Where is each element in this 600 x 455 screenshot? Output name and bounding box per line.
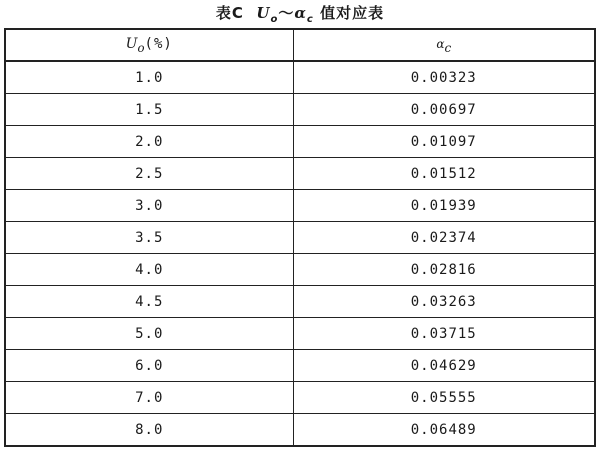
table-row bbox=[5, 190, 595, 222]
uo-cell: 7.0 bbox=[5, 382, 293, 414]
uo-cell: 5.0 bbox=[5, 318, 293, 350]
table-row bbox=[5, 254, 595, 286]
uo-cell: 1.0 bbox=[5, 61, 293, 94]
uo-cell: 3.0 bbox=[5, 190, 293, 222]
alpha-cell: 0.00697 bbox=[293, 94, 595, 126]
table-row bbox=[5, 286, 595, 318]
alpha-cell: 0.01097 bbox=[293, 126, 595, 158]
uo-cell: 8.0 bbox=[5, 414, 293, 447]
header-alpha-subscript: c bbox=[444, 40, 452, 55]
table-row bbox=[5, 94, 595, 126]
alpha-cell: 0.04629 bbox=[293, 350, 595, 382]
table-row bbox=[5, 350, 595, 382]
title-u-subscript: o bbox=[270, 14, 279, 25]
table-title bbox=[0, 0, 600, 26]
uo-cell: 6.0 bbox=[5, 350, 293, 382]
uo-cell: 4.5 bbox=[5, 286, 293, 318]
alpha-cell: 0.00323 bbox=[293, 61, 595, 94]
header-alpha-symbol: α bbox=[436, 36, 445, 51]
alpha-cell: 0.02374 bbox=[293, 222, 595, 254]
uo-cell: 2.5 bbox=[5, 158, 293, 190]
table-header-row bbox=[5, 29, 595, 61]
table-row bbox=[5, 61, 595, 94]
header-u-symbol: U bbox=[125, 35, 138, 52]
alpha-cell: 0.03263 bbox=[293, 286, 595, 318]
header-alpha bbox=[293, 29, 595, 61]
table-row bbox=[5, 382, 595, 414]
header-u-subscript: o bbox=[137, 40, 145, 55]
table-row bbox=[5, 222, 595, 254]
alpha-cell: 0.01512 bbox=[293, 158, 595, 190]
alpha-cell: 0.01939 bbox=[293, 190, 595, 222]
title-suffix: 值对应表 bbox=[320, 4, 385, 22]
header-u-unit: (%) bbox=[144, 35, 173, 52]
table-row bbox=[5, 318, 595, 350]
title-alpha-subscript: c bbox=[306, 14, 314, 25]
alpha-cell: 0.02816 bbox=[293, 254, 595, 286]
uo-alpha-table bbox=[4, 28, 596, 447]
uo-cell: 2.0 bbox=[5, 126, 293, 158]
uo-cell: 3.5 bbox=[5, 222, 293, 254]
title-u-symbol: U bbox=[256, 4, 271, 22]
title-tilde: ～ bbox=[278, 4, 295, 22]
table-row bbox=[5, 158, 595, 190]
title-prefix: 表C bbox=[215, 4, 244, 22]
table-row bbox=[5, 414, 595, 447]
header-uo bbox=[5, 29, 293, 61]
uo-cell: 1.5 bbox=[5, 94, 293, 126]
alpha-cell: 0.06489 bbox=[293, 414, 595, 447]
table-row bbox=[5, 126, 595, 158]
alpha-cell: 0.03715 bbox=[293, 318, 595, 350]
title-alpha-symbol: α bbox=[294, 4, 307, 22]
uo-cell: 4.0 bbox=[5, 254, 293, 286]
alpha-cell: 0.05555 bbox=[293, 382, 595, 414]
